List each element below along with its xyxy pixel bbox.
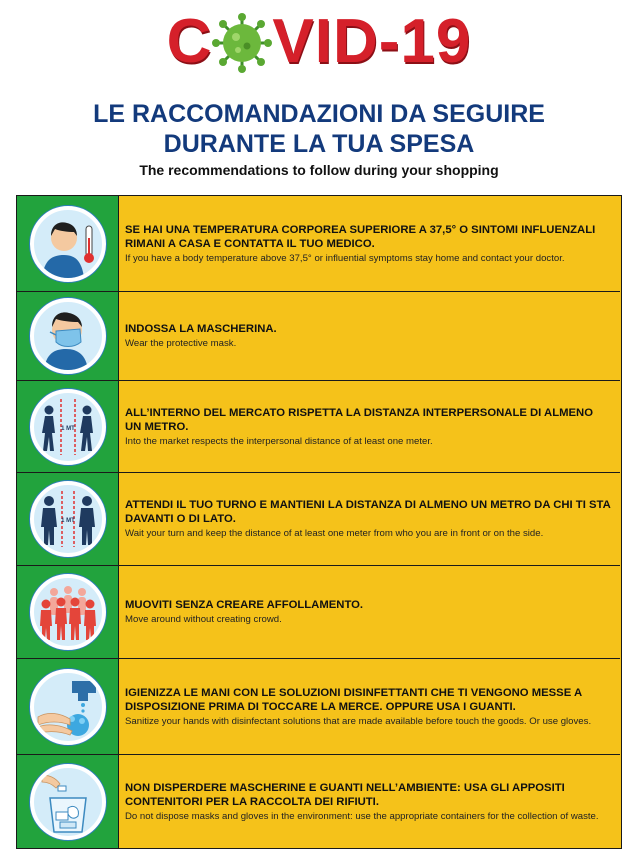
recommendation-row <box>17 659 620 755</box>
logo-prefix: C <box>166 7 213 76</box>
recommendation-row <box>17 566 620 659</box>
recommendation-english: Move around without creating crowd. <box>125 614 282 625</box>
recommendation-italian: ALL’INTERNO DEL MERCATO RISPETTA LA DISTANZA INTERPERSONALE DI ALMENO UN METRO. <box>125 406 593 433</box>
logo-suffix: VID-19 <box>272 7 472 76</box>
distance-standing-icon <box>34 485 102 553</box>
crowd-icon <box>34 578 102 646</box>
hand-sanitizer-icon <box>34 673 102 741</box>
recommendation-italian: IGIENIZZA LE MANI CON LE SOLUZIONI DISINFETTANTI CHE TI VENGONO MESSE A DISPOSIZIONE PRIMA DI TOCCARE LA MERCE. OPPURE USA I GUANTI. <box>125 686 582 713</box>
recommendation-italian: NON DISPERDERE MASCHERINE E GUANTI NELL’AMBIENTE: USA GLI APPOSITI CONTENITORI PER LA RACCOLTA DEI RIFIUTI. <box>125 781 565 808</box>
distance-walking-icon <box>34 393 102 461</box>
recommendation-italian: SE HAI UNA TEMPERATURA CORPOREA SUPERIORE A 37,5° O SINTOMI INFLUENZALI RIMANI A CASA E CONTATTA IL TUO MEDICO. <box>125 223 596 250</box>
recommendation-italian: ATTENDI IL TUO TURNO E MANTIENI LA DISTANZA DI ALMENO UN METRO DA CHI TI STA DAVANTI O DI LATO. <box>125 499 611 525</box>
page-subtitle: The recommendations to follow during your shopping <box>139 162 499 178</box>
recommendation-row <box>17 196 620 292</box>
thermometer-person-icon <box>34 210 102 278</box>
waste-bin-icon <box>34 768 102 836</box>
coronavirus-icon <box>212 13 272 73</box>
distance-label: 1 MT <box>60 425 75 432</box>
recommendation-row <box>17 292 620 381</box>
covid-19-logo <box>0 6 638 78</box>
recommendation-english: Wear the protective mask. <box>125 338 237 349</box>
page-title-line2: DURANTE LA TUA SPESA <box>163 130 475 158</box>
recommendation-row <box>17 473 620 566</box>
recommendation-english: Do not dispose masks and gloves in the environment: use the appropriate containers for the collection of waste. <box>125 810 599 822</box>
recommendation-row <box>17 381 620 473</box>
recommendation-english: Into the market respects the interpersonal distance of at least one meter. <box>125 435 433 447</box>
distance-label: 1 MT <box>60 518 75 524</box>
recommendation-italian: MUOVITI SENZA CREARE AFFOLLAMENTO. <box>125 599 364 611</box>
face-mask-icon <box>34 302 102 370</box>
recommendations-board <box>16 195 622 849</box>
recommendation-english: If you have a body temperature above 37,5° or influential symptoms stay home and contact your doctor. <box>125 252 565 264</box>
page-title-line1: LE RACCOMANDAZIONI DA SEGUIRE <box>93 100 545 128</box>
recommendation-row <box>17 755 620 848</box>
recommendation-italian: INDOSSA LA MASCHERINA. <box>125 323 277 335</box>
recommendation-english: Sanitize your hands with disinfectant solutions that are made available before touch the goods. Or use gloves. <box>125 715 592 727</box>
recommendation-english: Wait your turn and keep the distance of at least one meter from who you are in front or on the side. <box>125 528 544 539</box>
